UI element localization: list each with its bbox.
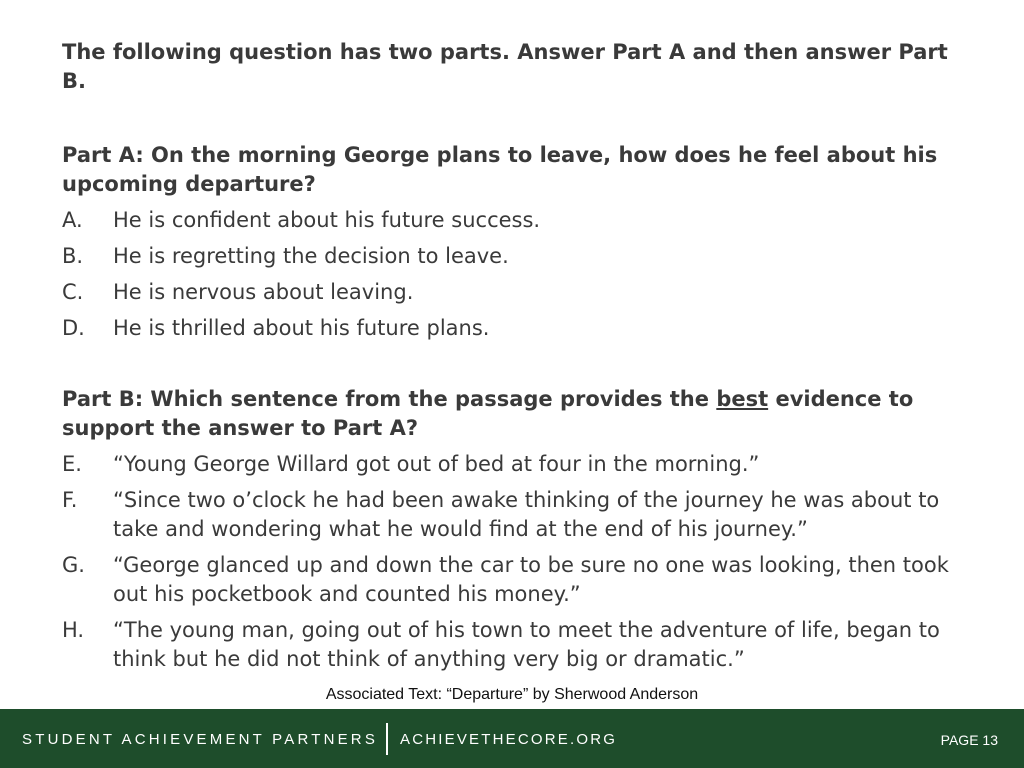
option-text: “The young man, going out of his town to meet the adventure of life, began to think but he did not think of anything very big or dramatic.” bbox=[113, 618, 940, 671]
option-text: “Since two o’clock he had been awake thinking of the journey he was about to take and wondering what he would find at the end of his journey.” bbox=[113, 488, 940, 541]
option-letter: F. bbox=[62, 488, 78, 512]
part-b-prompt-end: evidence to support the answer to Part A? bbox=[62, 387, 914, 440]
footer-bar bbox=[0, 709, 1024, 768]
answer-option-d[interactable] bbox=[62, 314, 972, 343]
answer-option-c[interactable] bbox=[62, 278, 972, 307]
option-letter: A. bbox=[62, 208, 83, 232]
option-letter: C. bbox=[62, 280, 84, 304]
option-text: “Young George Willard got out of bed at four in the morning.” bbox=[113, 452, 760, 476]
part-a-prompt: Part A: On the morning George plans to leave, how does he feel about his upcoming departure? bbox=[62, 143, 938, 196]
associated-text-caption: Associated Text: “Departure” by Sherwood Anderson bbox=[325, 686, 699, 703]
part-b-prompt-emphasis: best bbox=[716, 387, 769, 411]
part-a-options bbox=[62, 206, 972, 343]
answer-option-f[interactable] bbox=[62, 486, 972, 544]
footer-site-link[interactable]: ACHIEVETHECORE.ORG bbox=[400, 731, 618, 748]
answer-option-g[interactable] bbox=[62, 551, 972, 609]
option-text: He is thrilled about his future plans. bbox=[113, 316, 490, 340]
option-letter: E. bbox=[62, 452, 82, 476]
option-text: He is confident about his future success. bbox=[113, 208, 541, 232]
option-text: He is regretting the decision to leave. bbox=[113, 244, 509, 268]
answer-option-a[interactable] bbox=[62, 206, 972, 235]
part-b-prompt bbox=[62, 385, 972, 443]
footer-org-name: STUDENT ACHIEVEMENT PARTNERS bbox=[22, 731, 379, 748]
answer-option-b[interactable] bbox=[62, 242, 972, 271]
option-text: He is nervous about leaving. bbox=[113, 280, 414, 304]
option-letter: H. bbox=[62, 618, 85, 642]
option-letter: G. bbox=[62, 553, 85, 577]
page-number: PAGE 13 bbox=[940, 732, 998, 748]
option-letter: D. bbox=[62, 316, 85, 340]
footer-divider bbox=[386, 723, 388, 755]
option-text: “George glanced up and down the car to be sure no one was looking, then took out his pocketbook and counted his money.” bbox=[113, 553, 949, 606]
question-content bbox=[62, 38, 972, 674]
answer-option-e[interactable] bbox=[62, 450, 972, 479]
answer-option-h[interactable] bbox=[62, 616, 972, 674]
option-letter: B. bbox=[62, 244, 84, 268]
question-intro: The following question has two parts. Answer Part A and then answer Part B. bbox=[62, 40, 948, 93]
part-b-prompt-start: Part B: Which sentence from the passage provides the bbox=[62, 387, 717, 411]
part-b-options bbox=[62, 450, 972, 674]
